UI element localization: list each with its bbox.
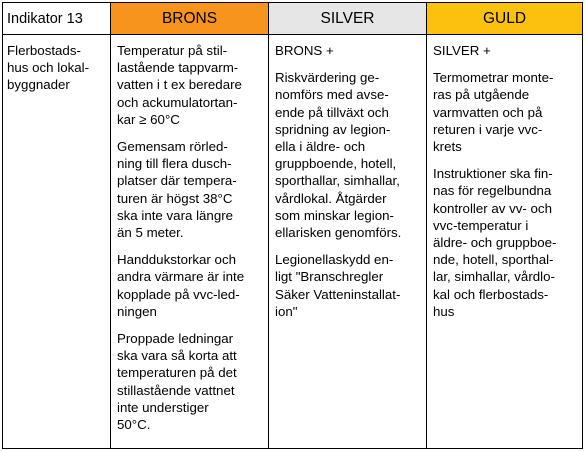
silver-requirement: Legionellaskydd en- ligt "Branschregler Säker Vatteninstallat- ion" <box>275 252 401 319</box>
guld-requirement: SILVER + <box>433 43 491 58</box>
brons-header: BRONS <box>111 3 268 35</box>
silver-requirements <box>269 35 426 320</box>
brons-requirement: Gemensam rörled- ning till flera dusch- platser där tempera- turen är högst 38°C ska inte vara längre än 5 meter. <box>117 139 237 241</box>
brons-column <box>111 3 269 448</box>
guld-column <box>427 3 582 448</box>
guld-header: GULD <box>427 3 582 35</box>
silver-header: SILVER <box>269 3 426 35</box>
indicator-header: Indikator 13 <box>3 3 110 35</box>
silver-requirement: BRONS + <box>275 43 334 58</box>
brons-requirements <box>111 35 268 433</box>
category-label: Flerbostads- hus och lokal- byggnader <box>7 43 90 93</box>
silver-requirement: Riskvärdering ge- nomförs med avse- ende på tillväxt och spridning av legion- ella i äldre- och gruppboende, hotell, sporthallar, simhallar, vårdlokal. Åtgärder som minskar legion- ellarisken genomförs. <box>275 70 402 241</box>
silver-column <box>269 3 427 448</box>
brons-requirement: Temperatur på stil- lastående tappvarm- vatten i t ex beredare och ackumulatortan- kar ≥ 60°C <box>117 43 242 127</box>
guld-requirements <box>427 35 582 320</box>
brons-requirement: Proppade ledningar ska vara så korta att temperaturen på det stillastående vattnet inte understiger 50°C. <box>117 331 237 433</box>
indicator-column <box>3 3 111 448</box>
requirements-table <box>2 2 583 449</box>
brons-requirement: Handdukstorkar och andra värmare är inte kopplade på vvc-led- ningen <box>117 252 245 319</box>
guld-requirement: Instruktioner ska fin- nas för regelbundna kontroller av vv- och vvc-temperatur i äldre- och gruppboe- nde, hotell, sporthal- lar, simhallar, vårdlo- kal och flerbostads- hus <box>433 166 557 319</box>
guld-requirement: Termometrar monte- ras på utgående varmvatten och på returen i varje vvc- krets <box>433 70 554 155</box>
